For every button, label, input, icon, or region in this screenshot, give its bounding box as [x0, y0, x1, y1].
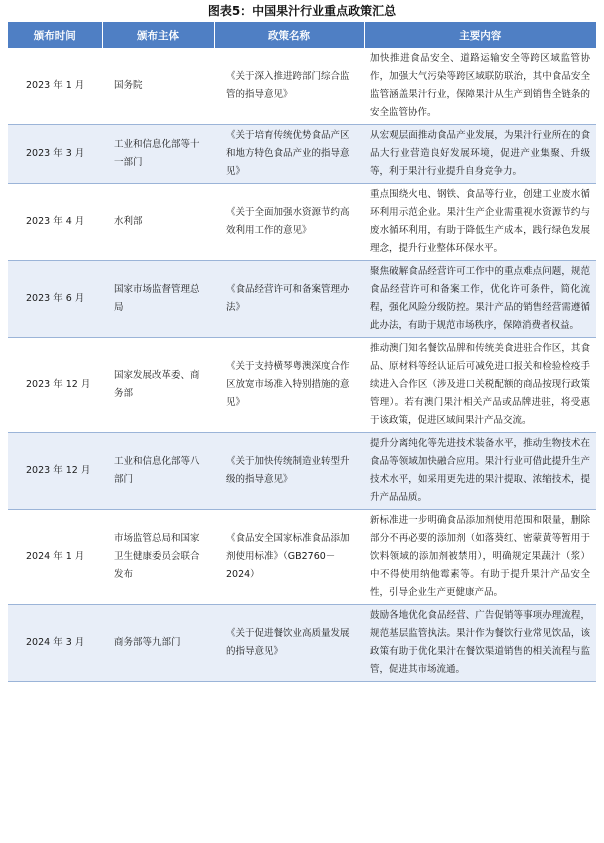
cell-issuer: 商务部等九部门 [102, 605, 214, 682]
cell-content: 从宏观层面推动食品产业发展，为果汁行业所在的食品大行业营造良好发展环境，促进产业集聚、升级等，利于果汁行业提升自身竞争力。 [364, 125, 596, 184]
table-row [8, 433, 596, 510]
header-content: 主要内容 [364, 22, 596, 48]
table-row [8, 338, 596, 433]
cell-date: 2023 年 6 月 [8, 261, 102, 338]
cell-date: 2023 年 4 月 [8, 184, 102, 261]
cell-policy-name: 《关于加快传统制造业转型升级的指导意见》 [214, 433, 364, 510]
page [8, 0, 596, 682]
cell-content: 提升分离纯化等先进技术装备水平，推动生物技术在食品等领域加快融合应用。果汁行业可借此提升生产技术水平，如采用更先进的果汁提取、浓缩技术，提升产品品质。 [364, 433, 596, 510]
cell-date: 2024 年 1 月 [8, 510, 102, 605]
cell-content: 推动澳门知名餐饮品牌和传统美食进驻合作区，其食品、原材料等经认证后可减免进口报关和检验检疫手续进入合作区（涉及进口关税配额的商品按现行政策管理）。若有澳门果汁相关产品或品牌进驻，将受惠于该政策，促进区域间果汁产品交流。 [364, 338, 596, 433]
cell-date: 2023 年 3 月 [8, 125, 102, 184]
cell-content: 鼓励各地优化食品经营、广告促销等事项办理流程，规范基层监管执法。果汁作为餐饮行业常见饮品，该政策有助于优化果汁在餐饮渠道销售的相关流程与监管，促进其市场流通。 [364, 605, 596, 682]
table-row [8, 605, 596, 682]
cell-issuer: 水利部 [102, 184, 214, 261]
header-policy-name: 政策名称 [214, 22, 364, 48]
table-row [8, 184, 596, 261]
cell-policy-name: 《关于培育传统优势食品产区和地方特色食品产业的指导意见》 [214, 125, 364, 184]
header-date: 颁布时间 [8, 22, 102, 48]
cell-issuer: 国家市场监督管理总局 [102, 261, 214, 338]
cell-content: 重点围绕火电、钢铁、食品等行业，创建工业废水循环利用示范企业。果汁生产企业需重视水资源节约与废水循环利用，有助于降低生产成本，践行绿色发展理念，提升行业整体环保水平。 [364, 184, 596, 261]
cell-issuer: 工业和信息化部等十一部门 [102, 125, 214, 184]
table-row [8, 125, 596, 184]
cell-date: 2023 年 12 月 [8, 338, 102, 433]
cell-date: 2023 年 12 月 [8, 433, 102, 510]
cell-content: 聚焦破解食品经营许可工作中的重点难点问题，规范食品经营许可和备案工作，优化许可条件，简化流程，强化风险分级防控。果汁产品的销售经营需遵循此办法，有助于规范市场秩序，保障消费者权益。 [364, 261, 596, 338]
table-row [8, 510, 596, 605]
table-row [8, 261, 596, 338]
cell-content: 新标准进一步明确食品添加剂使用范围和限量，删除部分不再必要的添加剂（如落葵红、密蒙黄等暂用于饮料领域的添加剂被禁用），明确规定果蔬汁（浆）中不得使用纳他霉素等。有助于提升果汁产品安全性，引导企业生产更健康产品。 [364, 510, 596, 605]
header-issuer: 颁布主体 [102, 22, 214, 48]
policy-table [8, 22, 596, 682]
cell-issuer: 国务院 [102, 48, 214, 125]
table-header [8, 22, 596, 48]
table-row [8, 48, 596, 125]
cell-content: 加快推进食品安全、道路运输安全等跨区域监管协作，加强大气污染等跨区域联防联治，其中食品安全监管涵盖果汁行业，保障果汁从生产到销售全链条的安全监管协作。 [364, 48, 596, 125]
cell-policy-name: 《关于促进餐饮业高质量发展的指导意见》 [214, 605, 364, 682]
cell-date: 2023 年 1 月 [8, 48, 102, 125]
cell-issuer: 国家发展改革委、商务部 [102, 338, 214, 433]
cell-policy-name: 《关于支持横琴粤澳深度合作区放宽市场准入特别措施的意见》 [214, 338, 364, 433]
cell-policy-name: 《关于全面加强水资源节约高效利用工作的意见》 [214, 184, 364, 261]
table-body [8, 48, 596, 682]
cell-policy-name: 《食品经营许可和备案管理办法》 [214, 261, 364, 338]
table-title: 图表5：中国果汁行业重点政策汇总 [207, 4, 397, 18]
cell-issuer: 市场监管总局和国家卫生健康委员会联合发布 [102, 510, 214, 605]
cell-policy-name: 《食品安全国家标准食品添加剂使用标准》（GB2760－2024） [214, 510, 364, 605]
cell-date: 2024 年 3 月 [8, 605, 102, 682]
cell-policy-name: 《关于深入推进跨部门综合监管的指导意见》 [214, 48, 364, 125]
header-row [8, 22, 596, 48]
cell-issuer: 工业和信息化部等八部门 [102, 433, 214, 510]
